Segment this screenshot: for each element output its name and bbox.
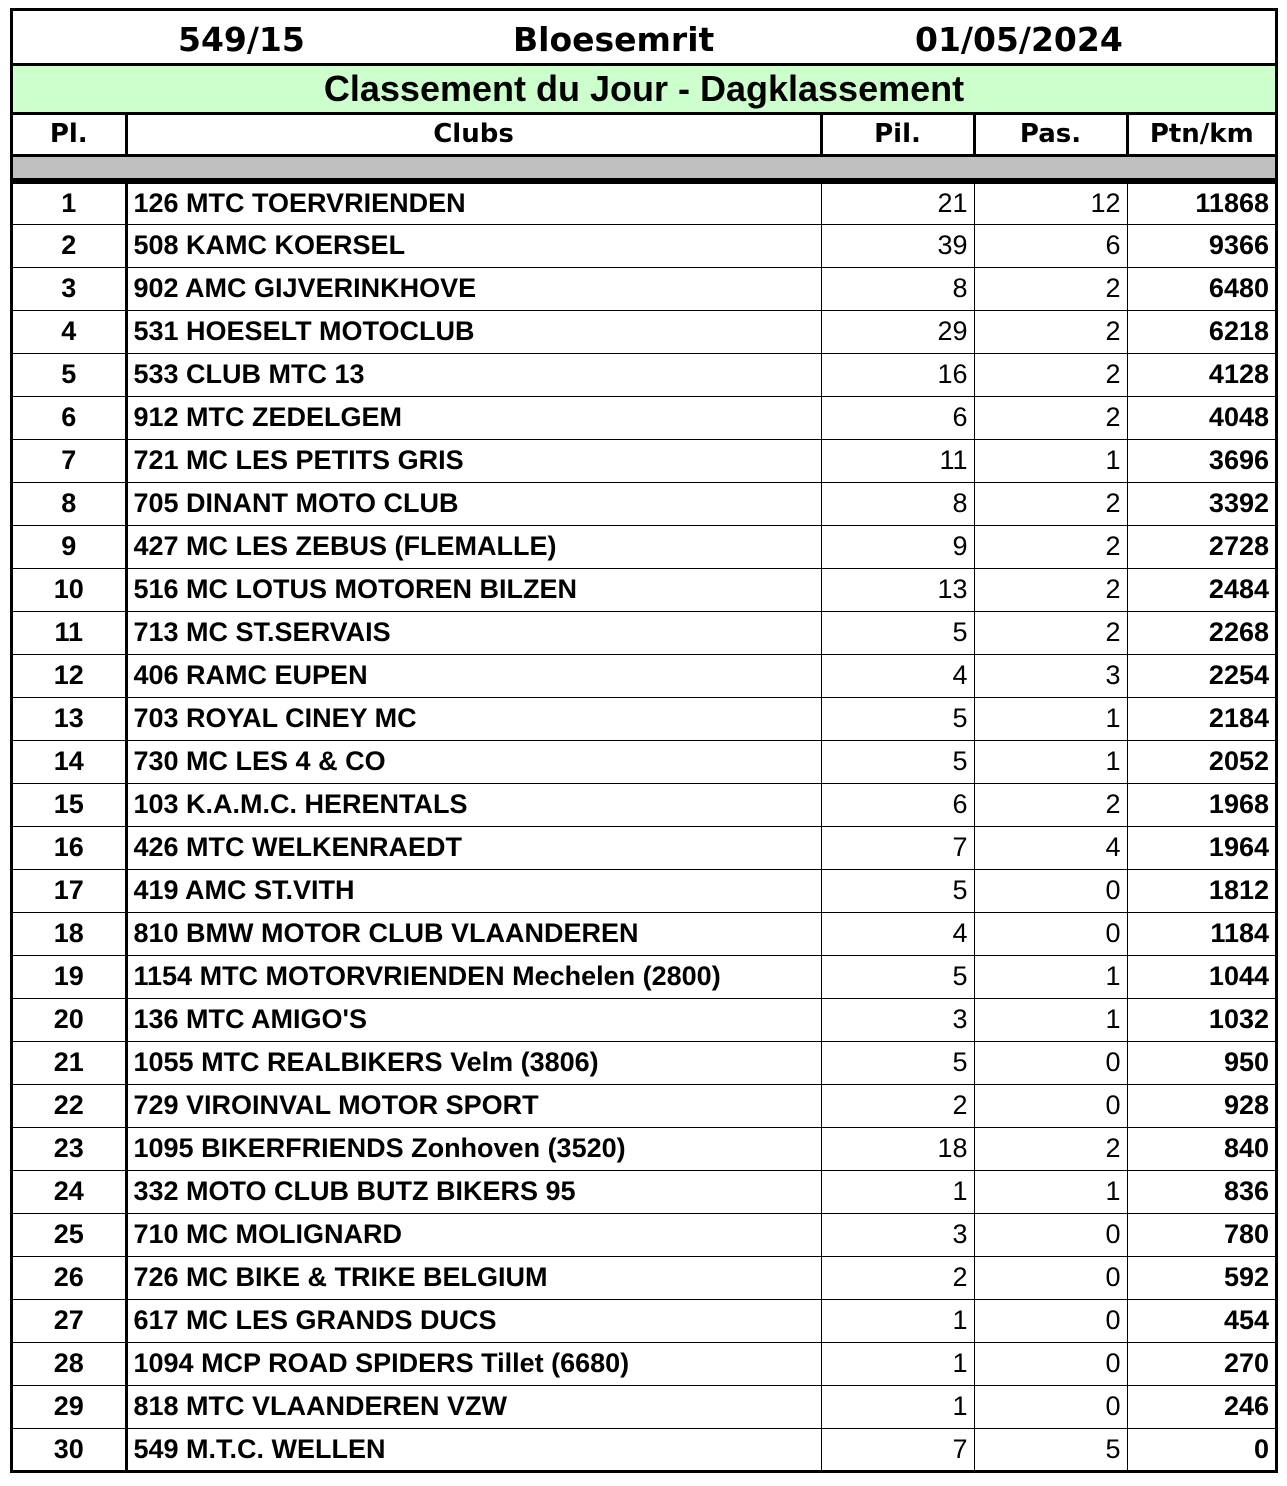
cell-club: 810 BMW MOTOR CLUB VLAANDEREN [126, 912, 821, 955]
cell-points: 6218 [1127, 310, 1275, 353]
cell-passengers: 0 [974, 1256, 1127, 1299]
ranking-table [13, 115, 1275, 1473]
cell-passengers: 12 [974, 181, 1127, 224]
cell-points: 1184 [1127, 912, 1275, 955]
col-header-pas: Pas. [974, 115, 1127, 155]
cell-club: 427 MC LES ZEBUS (FLEMALLE) [126, 525, 821, 568]
cell-club: 533 CLUB MTC 13 [126, 353, 821, 396]
table-row [13, 1428, 1275, 1471]
cell-place: 6 [13, 396, 126, 439]
cell-pilots: 29 [821, 310, 974, 353]
table-row [13, 1213, 1275, 1256]
cell-points: 1964 [1127, 826, 1275, 869]
cell-pilots: 5 [821, 697, 974, 740]
cell-passengers: 2 [974, 396, 1127, 439]
cell-passengers: 1 [974, 697, 1127, 740]
cell-club: 549 M.T.C. WELLEN [126, 1428, 821, 1471]
cell-place: 16 [13, 826, 126, 869]
cell-points: 246 [1127, 1385, 1275, 1428]
cell-pilots: 18 [821, 1127, 974, 1170]
cell-club: 912 MTC ZEDELGEM [126, 396, 821, 439]
cell-passengers: 0 [974, 1299, 1127, 1342]
cell-points: 2268 [1127, 611, 1275, 654]
separator-cell [13, 155, 1275, 181]
cell-points: 928 [1127, 1084, 1275, 1127]
table-row [13, 525, 1275, 568]
cell-club: 419 AMC ST.VITH [126, 869, 821, 912]
cell-passengers: 5 [974, 1428, 1127, 1471]
table-row [13, 654, 1275, 697]
cell-place: 30 [13, 1428, 126, 1471]
cell-club: 136 MTC AMIGO'S [126, 998, 821, 1041]
table-row [13, 267, 1275, 310]
cell-passengers: 2 [974, 482, 1127, 525]
cell-points: 454 [1127, 1299, 1275, 1342]
cell-place: 1 [13, 181, 126, 224]
cell-passengers: 0 [974, 1084, 1127, 1127]
table-row [13, 826, 1275, 869]
cell-pilots: 21 [821, 181, 974, 224]
cell-pilots: 5 [821, 955, 974, 998]
table-row [13, 1342, 1275, 1385]
cell-place: 23 [13, 1127, 126, 1170]
cell-points: 592 [1127, 1256, 1275, 1299]
cell-points: 1812 [1127, 869, 1275, 912]
table-row [13, 869, 1275, 912]
cell-pilots: 9 [821, 525, 974, 568]
cell-place: 20 [13, 998, 126, 1041]
cell-passengers: 2 [974, 310, 1127, 353]
cell-place: 15 [13, 783, 126, 826]
cell-pilots: 3 [821, 1213, 974, 1256]
cell-points: 2728 [1127, 525, 1275, 568]
cell-place: 8 [13, 482, 126, 525]
cell-passengers: 0 [974, 1041, 1127, 1084]
cell-points: 780 [1127, 1213, 1275, 1256]
cell-place: 19 [13, 955, 126, 998]
cell-points: 950 [1127, 1041, 1275, 1084]
cell-place: 25 [13, 1213, 126, 1256]
cell-passengers: 2 [974, 611, 1127, 654]
cell-passengers: 4 [974, 826, 1127, 869]
cell-pilots: 1 [821, 1299, 974, 1342]
cell-club: 818 MTC VLAANDEREN VZW [126, 1385, 821, 1428]
cell-passengers: 0 [974, 1213, 1127, 1256]
cell-points: 270 [1127, 1342, 1275, 1385]
table-row [13, 396, 1275, 439]
cell-place: 28 [13, 1342, 126, 1385]
cell-place: 10 [13, 568, 126, 611]
cell-pilots: 5 [821, 611, 974, 654]
cell-points: 1044 [1127, 955, 1275, 998]
cell-passengers: 2 [974, 525, 1127, 568]
cell-pilots: 6 [821, 396, 974, 439]
cell-passengers: 2 [974, 1127, 1127, 1170]
cell-pilots: 7 [821, 826, 974, 869]
table-row [13, 310, 1275, 353]
cell-passengers: 2 [974, 267, 1127, 310]
cell-points: 3696 [1127, 439, 1275, 482]
cell-pilots: 5 [821, 869, 974, 912]
cell-pilots: 2 [821, 1084, 974, 1127]
table-row [13, 740, 1275, 783]
table-row [13, 1041, 1275, 1084]
table-row [13, 224, 1275, 267]
cell-place: 12 [13, 654, 126, 697]
cell-club: 1154 MTC MOTORVRIENDEN Mechelen (2800) [126, 955, 821, 998]
cell-place: 14 [13, 740, 126, 783]
cell-pilots: 16 [821, 353, 974, 396]
table-row [13, 482, 1275, 525]
cell-club: 1094 MCP ROAD SPIDERS Tillet (6680) [126, 1342, 821, 1385]
table-row [13, 1170, 1275, 1213]
table-row [13, 1385, 1275, 1428]
cell-pilots: 6 [821, 783, 974, 826]
cell-club: 531 HOESELT MOTOCLUB [126, 310, 821, 353]
ranking-sheet [10, 8, 1278, 1473]
cell-club: 617 MC LES GRANDS DUCS [126, 1299, 821, 1342]
table-row [13, 181, 1275, 224]
cell-club: 406 RAMC EUPEN [126, 654, 821, 697]
table-row [13, 1256, 1275, 1299]
cell-club: 103 K.A.M.C. HERENTALS [126, 783, 821, 826]
cell-passengers: 1 [974, 1170, 1127, 1213]
cell-pilots: 1 [821, 1385, 974, 1428]
cell-points: 840 [1127, 1127, 1275, 1170]
cell-passengers: 2 [974, 353, 1127, 396]
event-name: Bloesemrit [513, 20, 715, 59]
cell-pilots: 8 [821, 482, 974, 525]
cell-place: 24 [13, 1170, 126, 1213]
cell-place: 7 [13, 439, 126, 482]
title-row [13, 8, 1275, 66]
cell-points: 1968 [1127, 783, 1275, 826]
cell-pilots: 1 [821, 1170, 974, 1213]
cell-place: 17 [13, 869, 126, 912]
cell-place: 21 [13, 1041, 126, 1084]
cell-passengers: 0 [974, 1385, 1127, 1428]
cell-place: 2 [13, 224, 126, 267]
table-row [13, 697, 1275, 740]
cell-place: 22 [13, 1084, 126, 1127]
cell-place: 26 [13, 1256, 126, 1299]
cell-pilots: 4 [821, 912, 974, 955]
cell-place: 27 [13, 1299, 126, 1342]
cell-points: 4128 [1127, 353, 1275, 396]
cell-points: 11868 [1127, 181, 1275, 224]
cell-passengers: 2 [974, 568, 1127, 611]
table-row [13, 1084, 1275, 1127]
cell-points: 3392 [1127, 482, 1275, 525]
cell-pilots: 11 [821, 439, 974, 482]
cell-club: 126 MTC TOERVRIENDEN [126, 181, 821, 224]
cell-passengers: 1 [974, 998, 1127, 1041]
separator-row [13, 155, 1275, 181]
cell-club: 713 MC ST.SERVAIS [126, 611, 821, 654]
cell-points: 1032 [1127, 998, 1275, 1041]
cell-place: 29 [13, 1385, 126, 1428]
table-row [13, 998, 1275, 1041]
cell-pilots: 7 [821, 1428, 974, 1471]
cell-place: 3 [13, 267, 126, 310]
cell-points: 2052 [1127, 740, 1275, 783]
cell-pilots: 3 [821, 998, 974, 1041]
cell-club: 902 AMC GIJVERINKHOVE [126, 267, 821, 310]
cell-club: 703 ROYAL CINEY MC [126, 697, 821, 740]
cell-points: 9366 [1127, 224, 1275, 267]
cell-club: 1095 BIKERFRIENDS Zonhoven (3520) [126, 1127, 821, 1170]
cell-passengers: 0 [974, 912, 1127, 955]
cell-club: 426 MTC WELKENRAEDT [126, 826, 821, 869]
cell-club: 508 KAMC KOERSEL [126, 224, 821, 267]
table-row [13, 568, 1275, 611]
cell-passengers: 1 [974, 740, 1127, 783]
cell-passengers: 1 [974, 955, 1127, 998]
cell-pilots: 13 [821, 568, 974, 611]
col-header-pil: Pil. [821, 115, 974, 155]
subtitle-row: Classement du Jour - Dagklassement [13, 66, 1275, 115]
table-header-row [13, 115, 1275, 155]
table-row [13, 611, 1275, 654]
cell-place: 11 [13, 611, 126, 654]
cell-club: 1055 MTC REALBIKERS Velm (3806) [126, 1041, 821, 1084]
cell-passengers: 1 [974, 439, 1127, 482]
table-row [13, 439, 1275, 482]
event-date: 01/05/2024 [915, 20, 1123, 59]
cell-pilots: 39 [821, 224, 974, 267]
cell-points: 0 [1127, 1428, 1275, 1471]
cell-club: 721 MC LES PETITS GRIS [126, 439, 821, 482]
cell-club: 705 DINANT MOTO CLUB [126, 482, 821, 525]
cell-club: 516 MC LOTUS MOTOREN BILZEN [126, 568, 821, 611]
col-header-clubs: Clubs [126, 115, 821, 155]
cell-place: 4 [13, 310, 126, 353]
col-header-pl: Pl. [13, 115, 126, 155]
cell-club: 729 VIROINVAL MOTOR SPORT [126, 1084, 821, 1127]
cell-points: 4048 [1127, 396, 1275, 439]
cell-place: 9 [13, 525, 126, 568]
cell-club: 710 MC MOLIGNARD [126, 1213, 821, 1256]
cell-club: 730 MC LES 4 & CO [126, 740, 821, 783]
cell-passengers: 0 [974, 1342, 1127, 1385]
cell-pilots: 5 [821, 740, 974, 783]
cell-passengers: 2 [974, 783, 1127, 826]
table-row [13, 1127, 1275, 1170]
cell-points: 6480 [1127, 267, 1275, 310]
cell-place: 5 [13, 353, 126, 396]
col-header-pts: Ptn/km [1127, 115, 1275, 155]
table-row [13, 912, 1275, 955]
event-code: 549/15 [178, 20, 305, 59]
cell-pilots: 1 [821, 1342, 974, 1385]
cell-points: 2184 [1127, 697, 1275, 740]
cell-points: 836 [1127, 1170, 1275, 1213]
cell-pilots: 5 [821, 1041, 974, 1084]
cell-pilots: 8 [821, 267, 974, 310]
cell-passengers: 3 [974, 654, 1127, 697]
cell-club: 726 MC BIKE & TRIKE BELGIUM [126, 1256, 821, 1299]
cell-pilots: 4 [821, 654, 974, 697]
cell-pilots: 2 [821, 1256, 974, 1299]
cell-passengers: 6 [974, 224, 1127, 267]
table-row [13, 1299, 1275, 1342]
cell-place: 13 [13, 697, 126, 740]
cell-club: 332 MOTO CLUB BUTZ BIKERS 95 [126, 1170, 821, 1213]
cell-points: 2254 [1127, 654, 1275, 697]
table-row [13, 783, 1275, 826]
table-row [13, 353, 1275, 396]
cell-points: 2484 [1127, 568, 1275, 611]
cell-passengers: 0 [974, 869, 1127, 912]
cell-place: 18 [13, 912, 126, 955]
table-row [13, 955, 1275, 998]
